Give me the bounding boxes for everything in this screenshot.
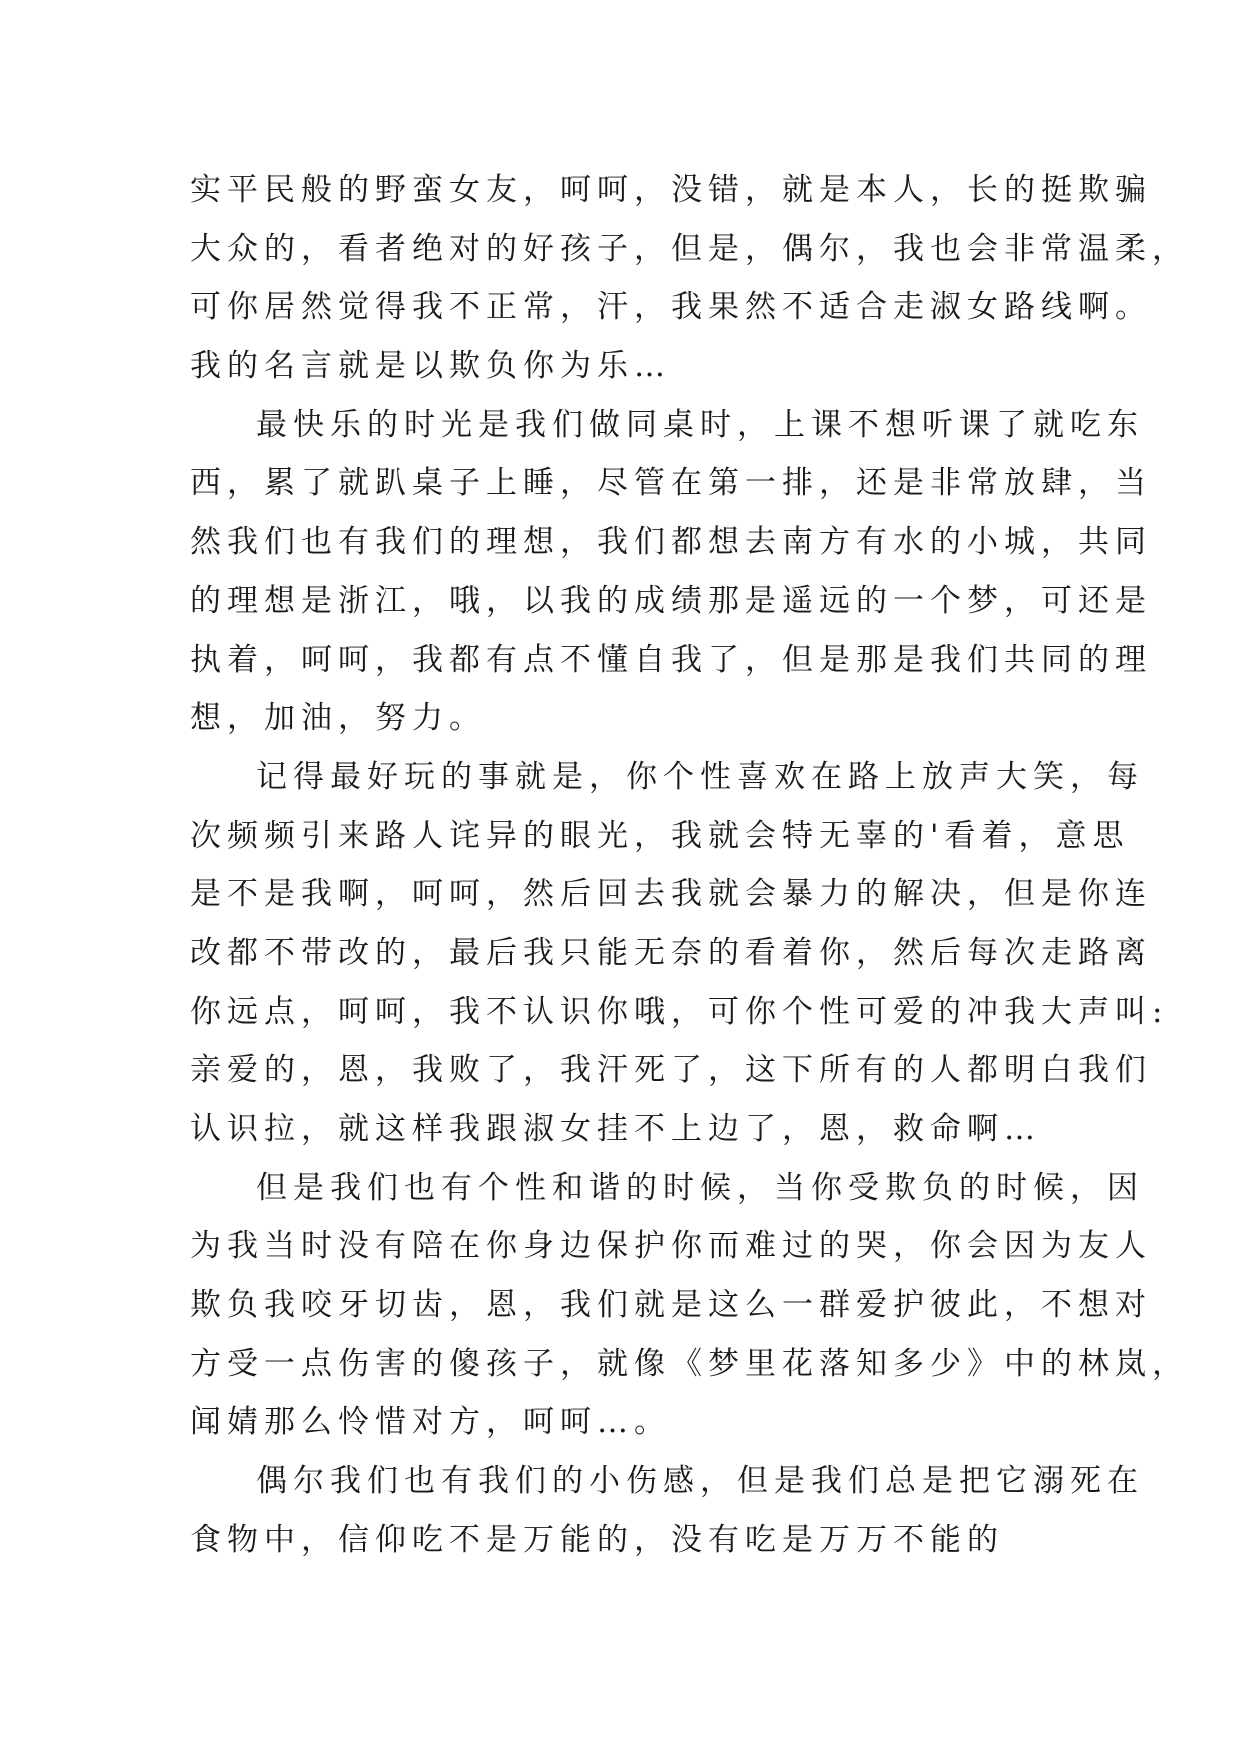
text-line: 食物中，信仰吃不是万能的，没有吃是万万不能的 xyxy=(190,1521,1004,1558)
paragraph-first-line: 记得最好玩的事就是，你个性喜欢在路上放声大笑，每 xyxy=(256,758,1144,795)
text-line: 执着，呵呵，我都有点不懂自我了，但是那是我们共同的理 xyxy=(190,641,1152,678)
text-line: 然我们也有我们的理想，我们都想去南方有水的小城，共同 xyxy=(190,524,1152,561)
document-body xyxy=(190,161,1189,1570)
text-line: 西，累了就趴桌子上睡，尽管在第一排，还是非常放肆，当 xyxy=(190,465,1152,502)
text-line: 亲爱的，恩，我败了，我汗死了，这下所有的人都明白我们 xyxy=(190,1052,1152,1089)
paragraph-first-line: 最快乐的时光是我们做同桌时，上课不想听课了就吃东 xyxy=(256,406,1144,443)
text-line: 的理想是浙江，哦，以我的成绩那是遥远的一个梦，可还是 xyxy=(190,582,1152,619)
text-line: 实平民般的野蛮女友，呵呵，没错，就是本人，长的挺欺骗 xyxy=(190,172,1152,208)
text-line: 你远点，呵呵，我不认识你哦，可你个性可爱的冲我大声叫: xyxy=(190,993,1169,1030)
text-line: 认识拉，就这样我跟淑女挂不上边了，恩，救命啊… xyxy=(190,1111,1041,1147)
text-line: 大众的，看者绝对的好孩子，但是，偶尔，我也会非常温柔， xyxy=(190,230,1189,267)
paragraph-first-line: 但是我们也有个性和谐的时候，当你受欺负的时候，因 xyxy=(256,1169,1144,1206)
text-line: 为我当时没有陪在你身边保护你而难过的哭，你会因为友人 xyxy=(190,1228,1152,1265)
text-line: 次频频引来路人诧异的眼光，我就会特无辜的'看着，意思 xyxy=(190,817,1130,854)
text-line: 想，加油，努力。 xyxy=(190,700,486,737)
text-line: 闻婧那么怜惜对方，呵呵…。 xyxy=(190,1404,671,1441)
text-line: 我的名言就是以欺负你为乐… xyxy=(190,348,671,385)
paragraph-first-line: 偶尔我们也有我们的小伤感，但是我们总是把它溺死在 xyxy=(256,1463,1144,1500)
text-line: 是不是我啊，呵呵，然后回去我就会暴力的解决，但是你连 xyxy=(190,876,1152,913)
text-line: 可你居然觉得我不正常，汗，我果然不适合走淑女路线啊。 xyxy=(190,289,1152,326)
text-line: 欺负我咬牙切齿，恩，我们就是这么一群爱护彼此，不想对 xyxy=(190,1287,1152,1324)
text-line: 方受一点伤害的傻孩子，就像《梦里花落知多少》中的林岚， xyxy=(190,1345,1189,1382)
text-line: 改都不带改的，最后我只能无奈的看着你，然后每次走路离 xyxy=(190,934,1152,971)
